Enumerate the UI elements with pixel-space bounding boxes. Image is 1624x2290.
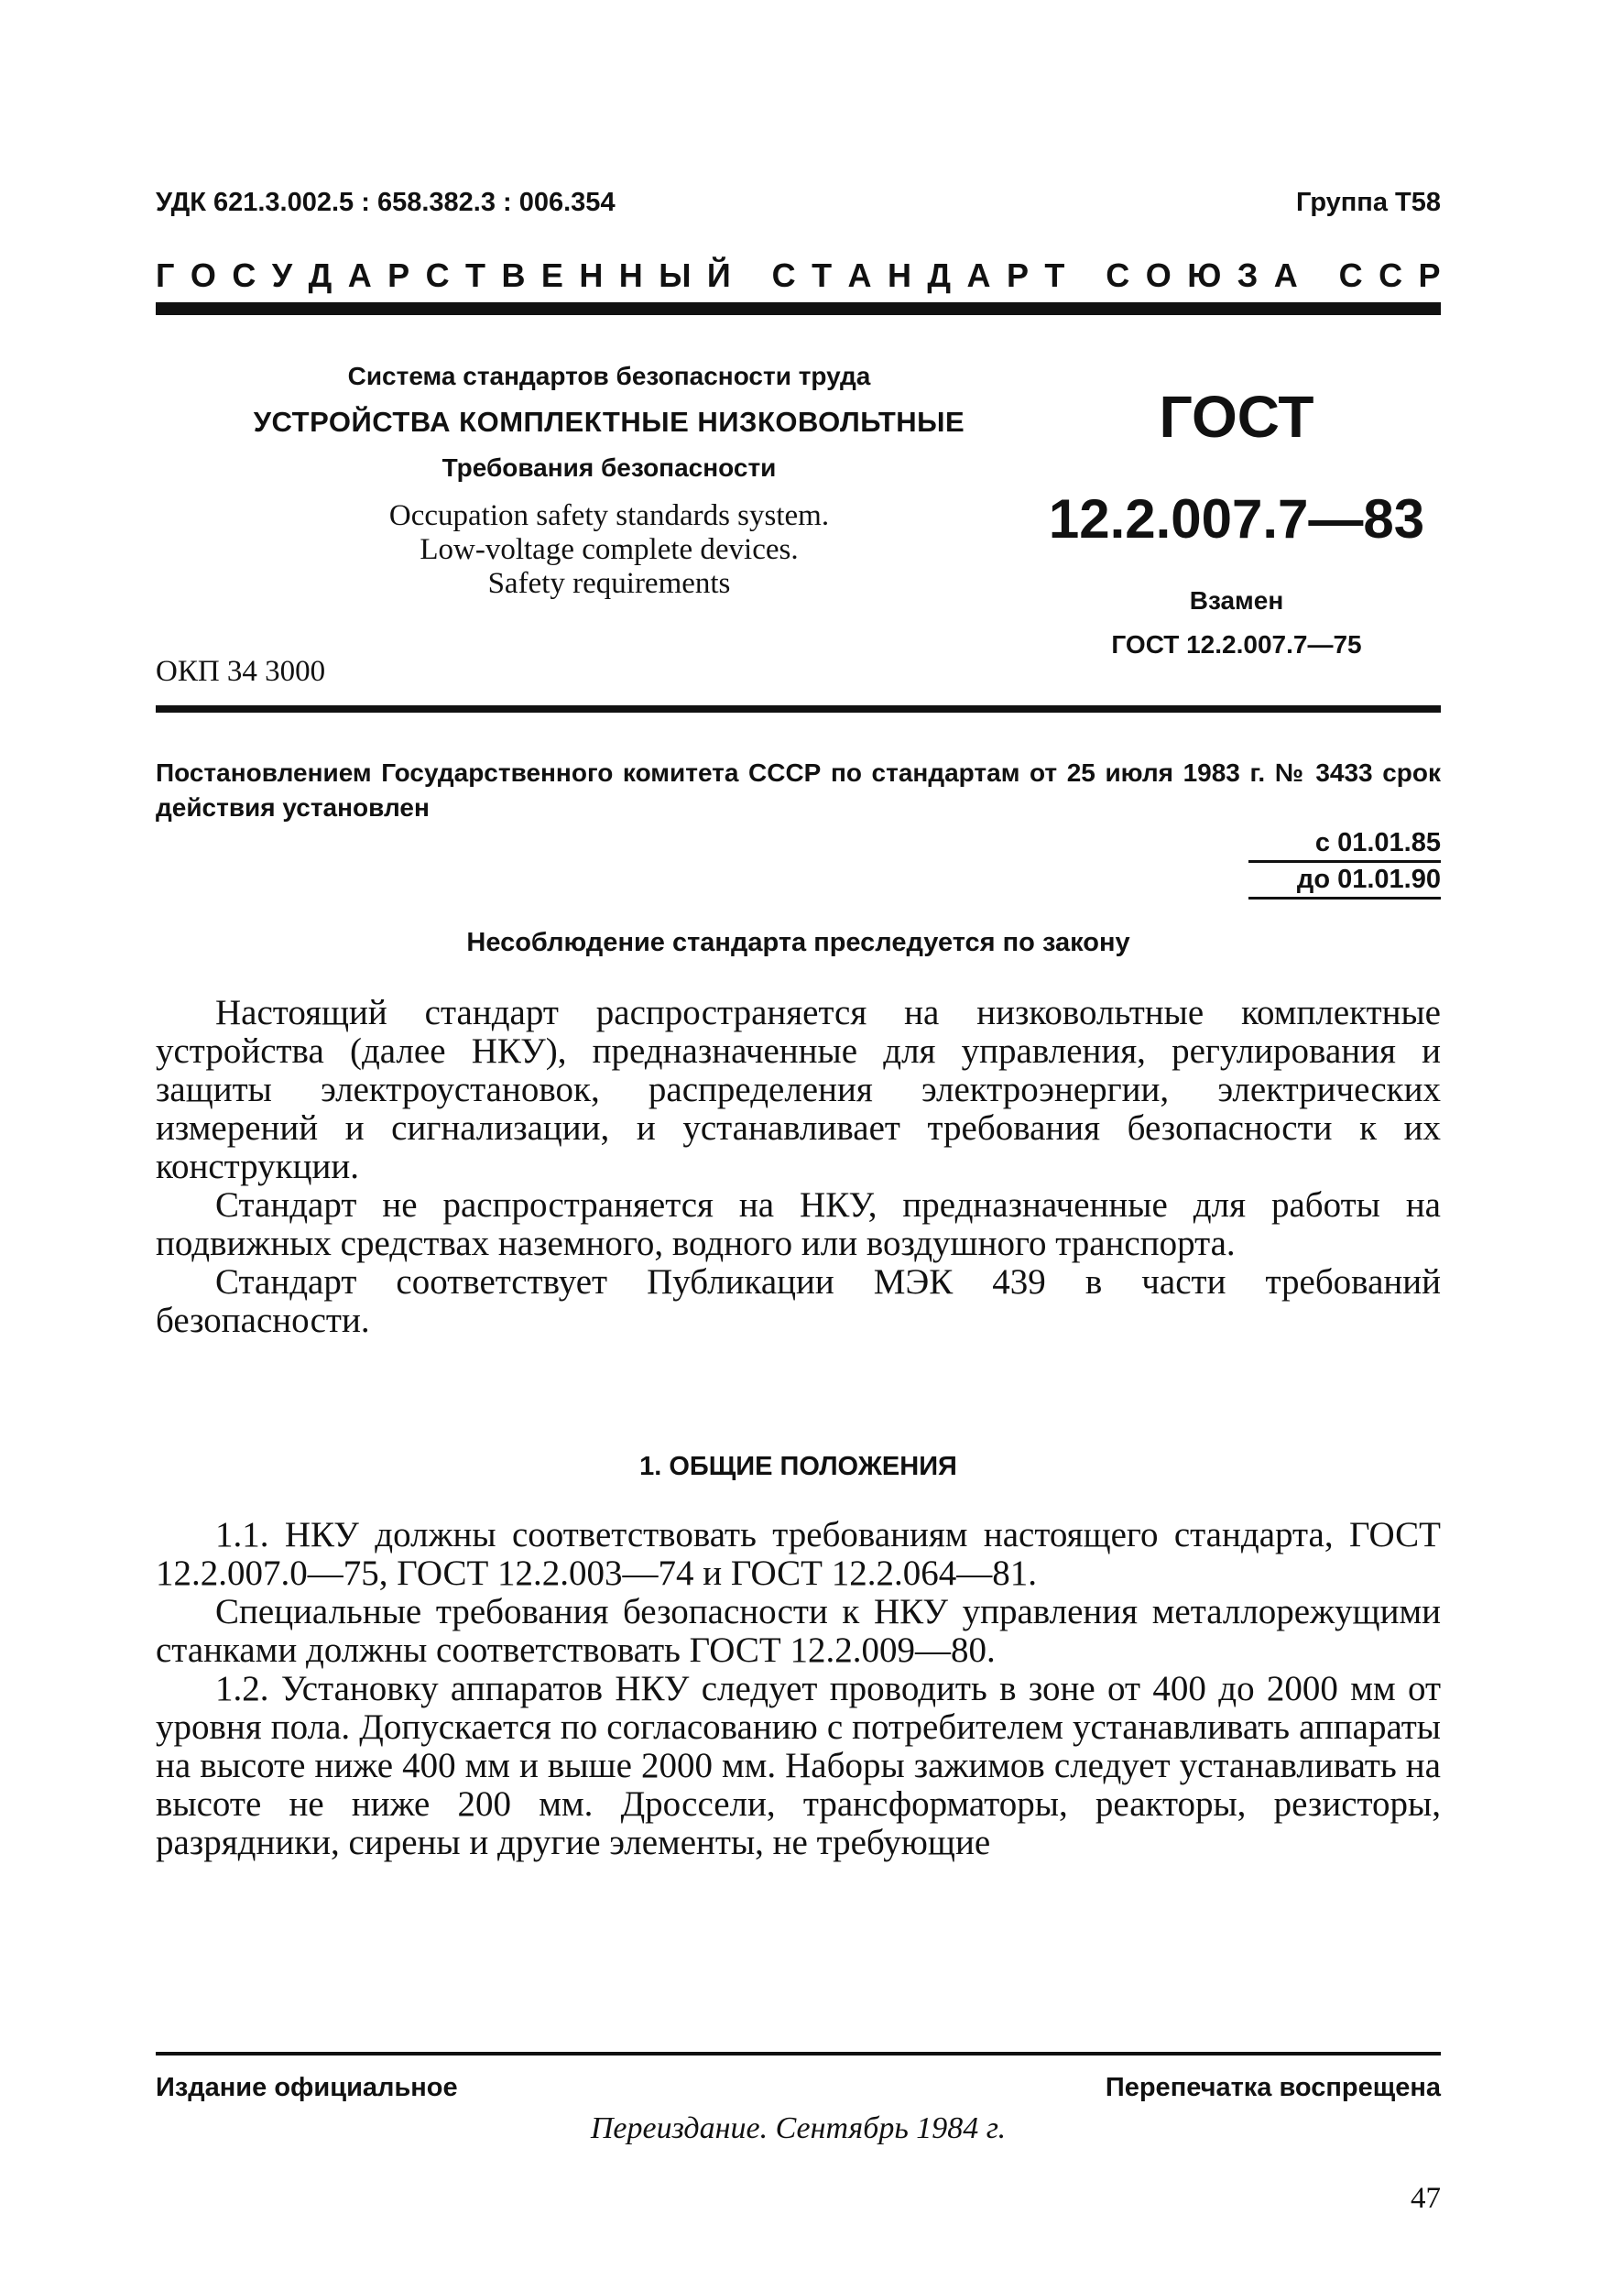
validity-dates	[1248, 826, 1441, 900]
intro-text	[156, 994, 1441, 1340]
state-title-letter: З	[1237, 256, 1259, 294]
paragraph: 1.1. НКУ должны соответствовать требованиям настоящего стандарта, ГОСТ 12.2.007.0—75, ГОСТ 12.2.003—74 и ГОСТ 12.2.064—81.	[156, 1515, 1441, 1593]
state-title-letter: Ю	[1187, 256, 1222, 294]
state-title-letter: С	[232, 256, 256, 294]
state-title-letter: В	[501, 256, 526, 294]
state-title-letter: Р	[1006, 256, 1029, 294]
udk-code: УДК 621.3.002.5 : 658.382.3 : 006.354	[156, 188, 616, 217]
header-line	[156, 188, 1441, 221]
state-title-letter: А	[1273, 256, 1298, 294]
system-name: Система стандартов безопасности труда	[347, 362, 871, 390]
gost-label: ГОСТ	[1159, 384, 1314, 450]
replaces-number: ГОСТ 12.2.007.7—75	[1111, 630, 1362, 659]
header-rule	[156, 302, 1441, 315]
state-title-letter: Е	[540, 256, 563, 294]
state-title-letter: С	[771, 256, 796, 294]
title-rule	[156, 705, 1441, 713]
standard-title: УСТРОЙСТВА КОМПЛЕКТНЫЕ НИЗКОВОЛЬТНЫЕ	[253, 406, 965, 438]
english-title-line: Low-voltage complete devices.	[420, 533, 799, 566]
paragraph: Настоящий стандарт распространяется на низковольтные комплектные устройства (далее НКУ), предназначенные для управления, регулирования и защиты электроустановок, распределения электроэнергии, электрических измерений и сигнализации, и устанавливает требования безопасности к их конструкции.	[156, 993, 1441, 1186]
state-title-letter: Ы	[659, 256, 692, 294]
state-title-letter: А	[347, 256, 372, 294]
title-block	[183, 362, 1035, 601]
okp-code: ОКП 34 3000	[156, 655, 326, 688]
gost-number: 12.2.007.7—83	[1048, 488, 1425, 550]
law-notice: Несоблюдение стандарта преследуется по закону	[466, 928, 1130, 957]
paragraph: Стандарт не распространяется на НКУ, предназначенные для работы на подвижных средствах наземного, водного или воздушного транспорта.	[156, 1185, 1441, 1263]
state-title-letter: Д	[927, 256, 952, 294]
state-title-letter	[747, 256, 756, 295]
standard-subtitle: Требования безопасности	[441, 453, 777, 482]
state-title-letter: У	[271, 256, 293, 294]
state-title-letter: О	[1145, 256, 1172, 294]
decree-text: Постановлением Государственного комитета СССР по стандартам от 25 июля 1983 г. № 3433 срок действия установлен	[156, 758, 1441, 822]
designation-block	[1035, 385, 1438, 660]
state-title-letter: О	[190, 256, 216, 294]
state-title-letter: Р	[387, 256, 410, 294]
state-title-letter	[1081, 256, 1090, 295]
state-title-letter: С	[1106, 256, 1130, 294]
state-title-letter: Г	[156, 256, 175, 294]
state-title-letter: Н	[618, 256, 643, 294]
footer-rule	[156, 2052, 1441, 2056]
paragraph: Специальные требования безопасности к НКУ управления металлорежущими станками должны соответствовать ГОСТ 12.2.009—80.	[156, 1592, 1441, 1670]
state-title-letter: Т	[465, 256, 486, 294]
paragraph: 1.2. Установку аппаратов НКУ следует проводить в зоне от 400 до 2000 мм от уровня пола. Допускается по согласованию с потребителем устанавливать аппараты на высоте ниже 400 мм и выше 2000 мм. Наборы зажимов следует устанавливать на высоте не ниже 200 мм. Дроссели, трансформаторы, реакторы, резисторы, разрядники, сирены и другие элементы, не требующие	[156, 1669, 1441, 1862]
section-text	[156, 1516, 1441, 1862]
valid-to: до 01.01.90	[1248, 863, 1441, 900]
state-title-letter	[1313, 256, 1323, 295]
state-title-letter: С	[425, 256, 450, 294]
reprint-forbidden: Перепечатка воспрещена	[1105, 2073, 1441, 2102]
state-title-letter: С	[1338, 256, 1363, 294]
valid-from: с 01.01.85	[1248, 826, 1441, 863]
paragraph: Стандарт соответствует Публикации МЭК 439 в части требований безопасности.	[156, 1262, 1441, 1340]
state-title-letter: А	[847, 256, 872, 294]
replaces-label: Взамен	[1189, 586, 1284, 615]
state-title-letter: Н	[887, 256, 911, 294]
english-title-line: Occupation safety standards system.	[388, 499, 830, 532]
state-title-letter: А	[966, 256, 991, 294]
official-edition: Издание официальное	[156, 2073, 458, 2102]
state-title-letter: Н	[579, 256, 604, 294]
state-title-letter: Д	[308, 256, 332, 294]
state-title-letter: Р	[1418, 256, 1441, 294]
reissue-note: Переиздание. Сентябрь 1984 г.	[590, 2111, 1007, 2145]
state-title-letter: С	[1379, 256, 1403, 294]
state-title-letter: Т	[1044, 256, 1065, 294]
state-title-letter: Т	[812, 256, 833, 294]
state-standard-title	[156, 256, 1441, 295]
english-title-line: Safety requirements	[487, 567, 731, 600]
state-title-letter: Й	[706, 256, 731, 294]
section-heading: 1. ОБЩИЕ ПОЛОЖЕНИЯ	[639, 1452, 957, 1481]
group-code: Группа Т58	[1296, 188, 1441, 217]
page-number: 47	[1411, 2182, 1441, 2215]
